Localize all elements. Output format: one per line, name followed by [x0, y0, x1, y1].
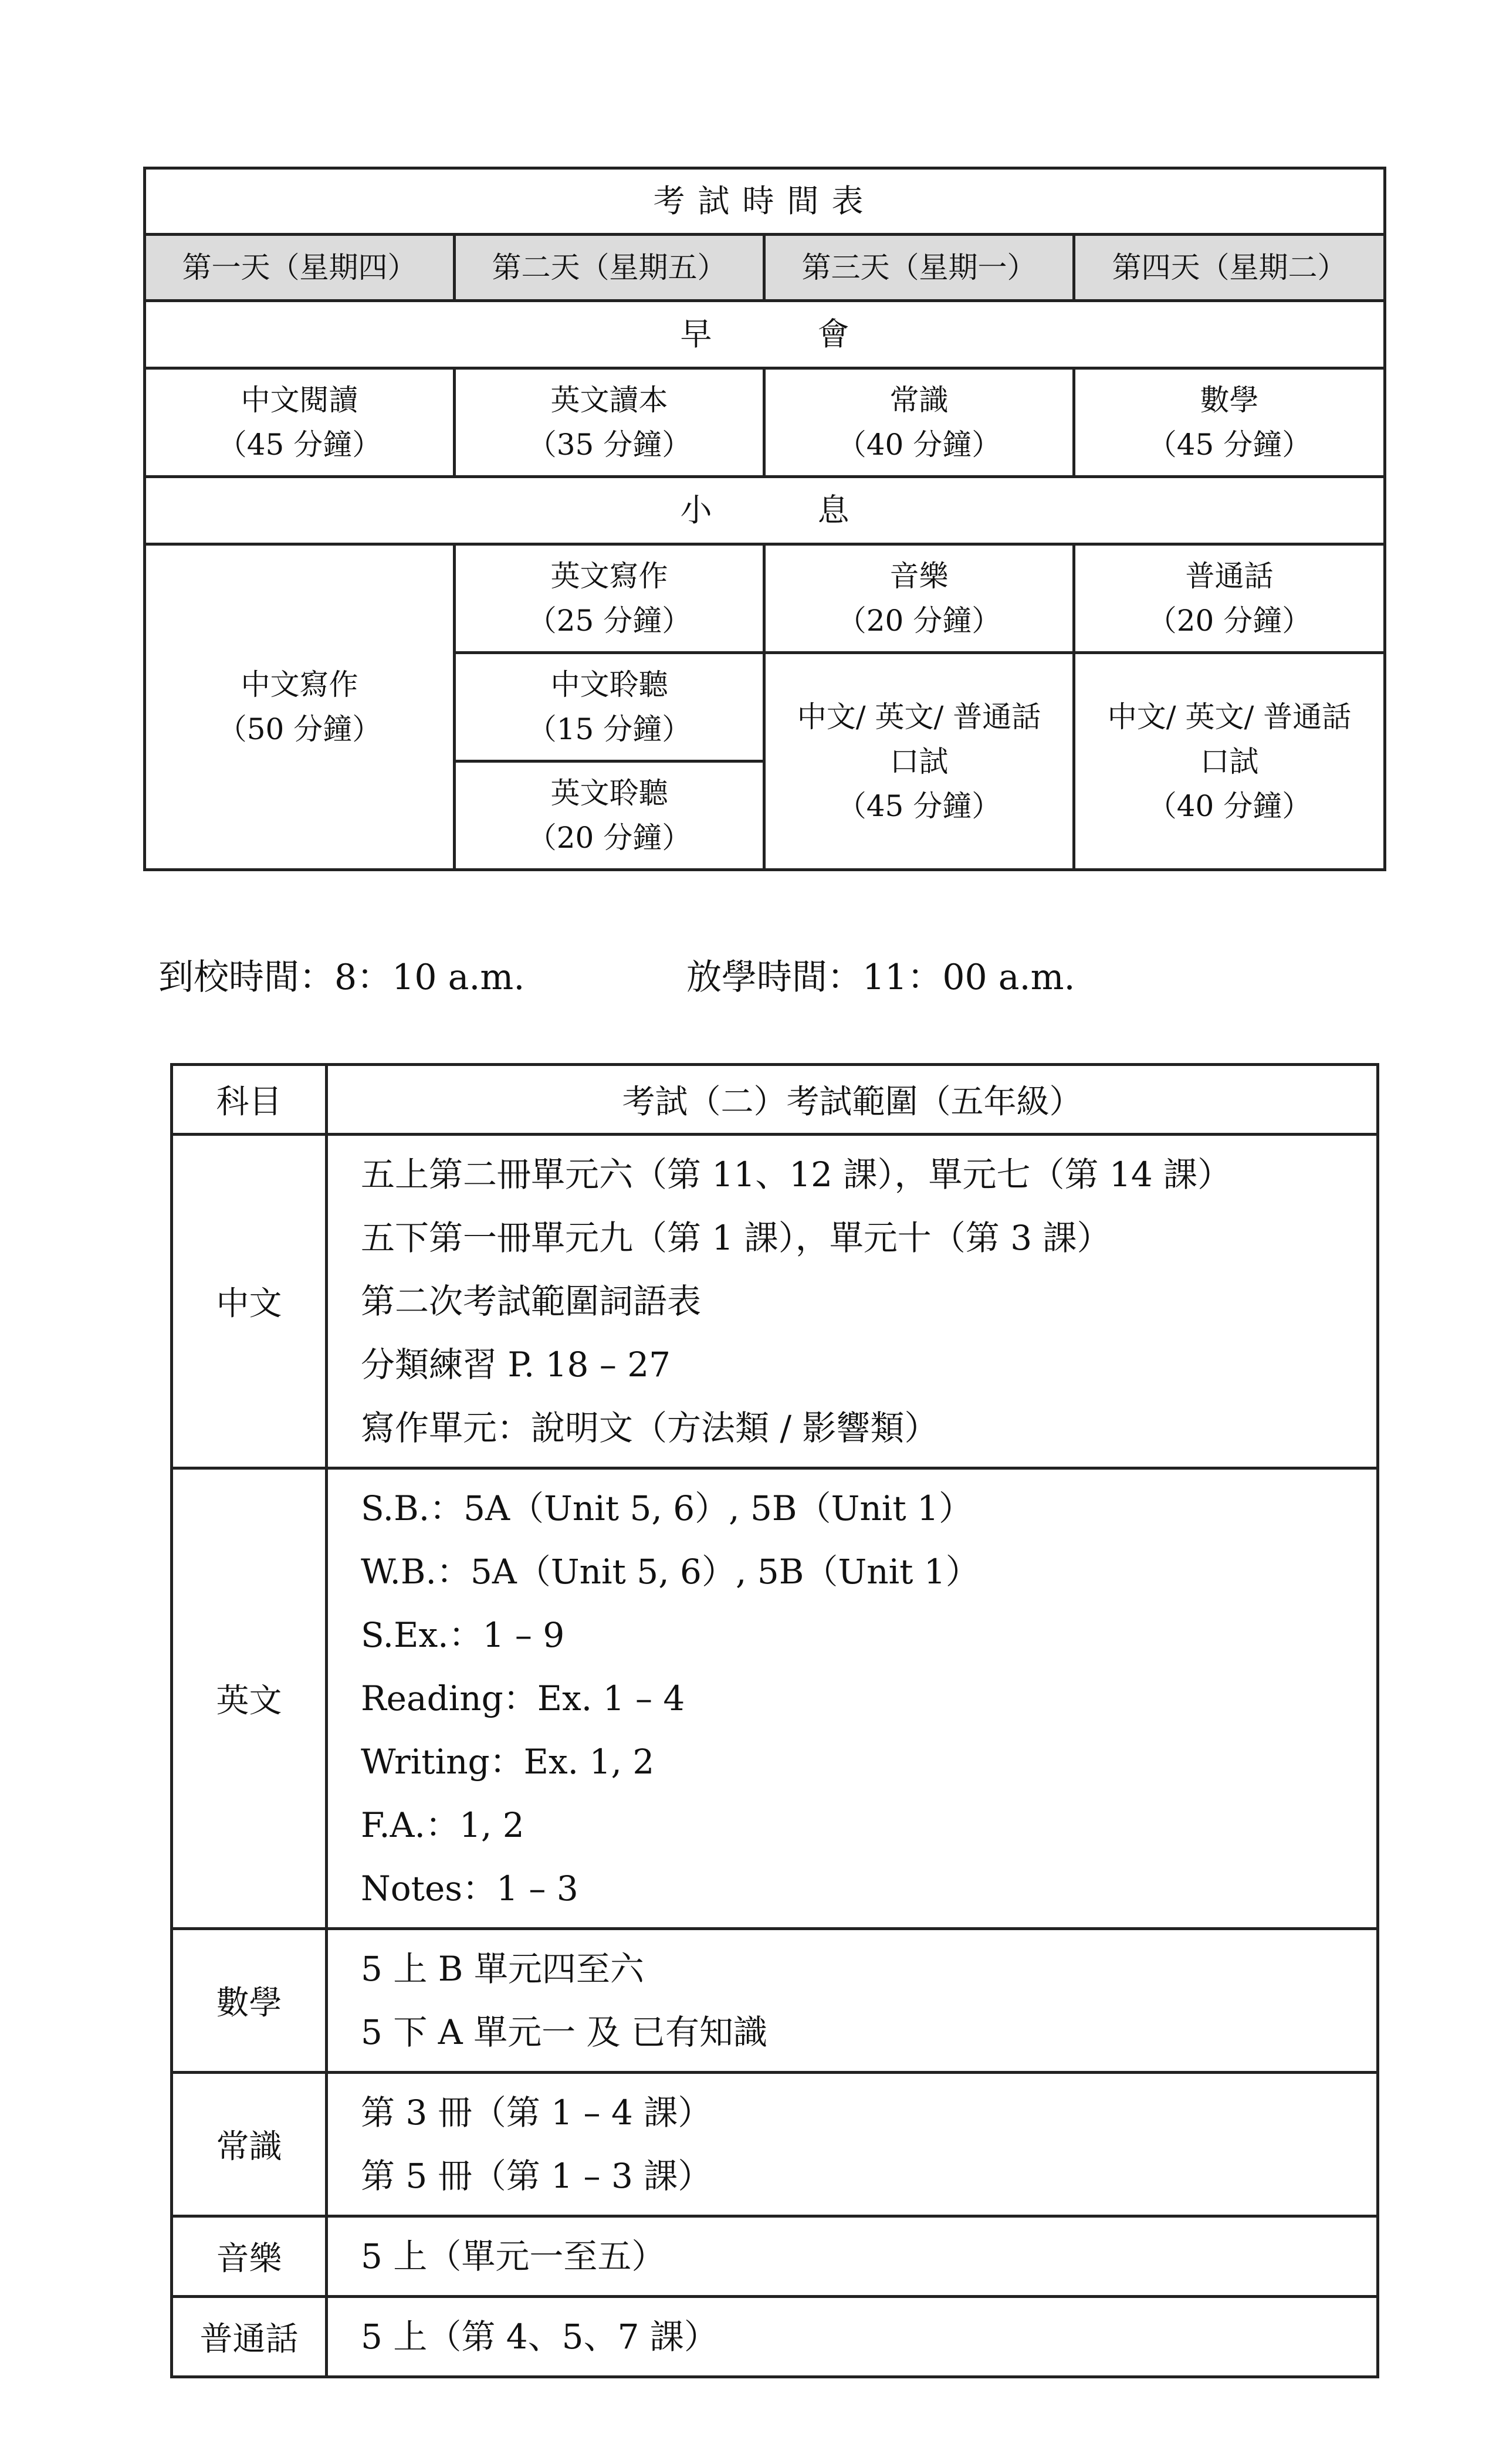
- scope-line: F.A.：1, 2: [361, 1805, 524, 1845]
- day-4-header: 第四天（星期二）: [1074, 235, 1385, 301]
- day-2-header: 第二天（星期五）: [455, 235, 764, 301]
- scope-line: 五上第二冊單元六（第 11、12 課），單元七（第 14 課）: [361, 1155, 1232, 1194]
- day-3-header: 第三天（星期一）: [764, 235, 1074, 301]
- day1-session2-cell: [145, 544, 455, 870]
- exam-subject: 常識: [889, 383, 949, 417]
- day3-session1-cell: [764, 368, 1074, 477]
- exam-subject: 中文寫作: [241, 668, 358, 702]
- table-row: [172, 2216, 1378, 2297]
- scope-line: 五下第一冊單元九（第 1 課），單元十（第 3 課）: [361, 1218, 1111, 1258]
- scope-line: 第 3 冊（第 1 – 4 課）: [361, 2093, 712, 2133]
- scope-line: 5 上（第 4、5、7 課）: [361, 2317, 718, 2357]
- scope-line: 第二次考試範圍詞語表: [361, 1281, 702, 1321]
- dismissal-time: 放學時間：11：00 a.m.: [686, 957, 1075, 998]
- exam-subject-suffix: 口試: [1200, 744, 1259, 779]
- exam-duration: （40 分鐘）: [837, 428, 1001, 462]
- subject-putonghua: 普通話: [172, 2297, 327, 2377]
- scope-chinese: [327, 1135, 1378, 1468]
- exam-duration: （20 分鐘）: [837, 604, 1001, 638]
- day3-session2-cell: [764, 544, 1074, 653]
- scope-line: 5 下 A 單元一 及 已有知識: [361, 2012, 767, 2052]
- table-row: [172, 2297, 1378, 2377]
- exam-subject: 數學: [1200, 383, 1259, 417]
- day3-oral-exam-cell: [764, 653, 1074, 870]
- exam-subject: 英文聆聽: [550, 776, 668, 810]
- exam-duration: （20 分鐘）: [1147, 604, 1312, 638]
- subject-math: 數學: [172, 1929, 327, 2073]
- exam-subject: 普通話: [1185, 559, 1274, 593]
- morning-assembly-row: [145, 301, 1385, 368]
- subject-chinese: 中文: [172, 1135, 327, 1468]
- scope-line: 寫作單元：說明文（方法類 / 影響類）: [361, 1408, 939, 1448]
- scope-math: [327, 1929, 1378, 2073]
- exam-duration: （45 分鐘）: [217, 428, 382, 462]
- exam-subject: 中文/ 英文/ 普通話: [797, 699, 1041, 734]
- arrival-time: 到校時間：8：10 a.m.: [158, 957, 525, 998]
- scope-music: [327, 2216, 1378, 2297]
- exam-subject-suffix: 口試: [889, 744, 949, 779]
- subject-english: 英文: [172, 1468, 327, 1929]
- table-row: [172, 1135, 1378, 1468]
- exam-subject: 中文/ 英文/ 普通話: [1107, 699, 1352, 734]
- scope-line: 分類練習 P. 18 – 27: [361, 1345, 671, 1385]
- header-scope: 考試（二）考試範圍（五年級）: [327, 1065, 1378, 1135]
- exam-duration: （35 分鐘）: [527, 428, 692, 462]
- subject-general-studies: 常識: [172, 2073, 327, 2216]
- scope-line: Writing：Ex. 1, 2: [361, 1742, 655, 1782]
- subject-music: 音樂: [172, 2216, 327, 2297]
- recess-label: 小息: [680, 492, 955, 529]
- scope-line: Reading：Ex. 1 – 4: [361, 1678, 685, 1718]
- exam-duration: （25 分鐘）: [527, 604, 692, 638]
- exam-duration: （40 分鐘）: [1147, 788, 1312, 823]
- day2-session3-cell: [455, 653, 764, 761]
- exam-subject: 英文寫作: [550, 559, 668, 593]
- scope-line: 5 上（單元一至五）: [361, 2236, 666, 2276]
- exam-subject: 中文聆聽: [550, 668, 668, 702]
- exam-schedule-table: [143, 167, 1386, 871]
- day4-oral-exam-cell: [1074, 653, 1385, 870]
- header-subject: 科目: [172, 1065, 327, 1135]
- day-1-header: 第一天（星期四）: [145, 235, 455, 301]
- morning-assembly-label: 早會: [680, 316, 955, 353]
- scope-line: S.Ex.：1 – 9: [361, 1615, 565, 1655]
- day4-session1-cell: [1074, 368, 1385, 477]
- day4-session2-cell: [1074, 544, 1385, 653]
- scope-english: [327, 1468, 1378, 1929]
- scope-line: Notes：1 – 3: [361, 1869, 578, 1908]
- table-row: [172, 2073, 1378, 2216]
- exam-subject: 英文讀本: [550, 383, 668, 417]
- day2-session1-cell: [455, 368, 764, 477]
- exam-duration: （45 分鐘）: [1147, 428, 1312, 462]
- table-row: [172, 1929, 1378, 2073]
- exam-duration: （50 分鐘）: [217, 712, 382, 746]
- exam-duration: （20 分鐘）: [527, 821, 692, 855]
- recess-row: [145, 477, 1385, 544]
- schedule-title: 考試時間表: [145, 168, 1385, 235]
- exam-duration: （45 分鐘）: [837, 788, 1001, 823]
- day1-session1-cell: [145, 368, 455, 477]
- scope-line: S.B.：5A（Unit 5, 6）, 5B（Unit 1）: [361, 1488, 973, 1528]
- scope-line: W.B.：5A（Unit 5, 6）, 5B（Unit 1）: [361, 1552, 980, 1592]
- table-row: [172, 1468, 1378, 1929]
- scope-putonghua: [327, 2297, 1378, 2377]
- scope-line: 第 5 冊（第 1 – 3 課）: [361, 2156, 712, 2196]
- exam-subject: 音樂: [889, 559, 949, 593]
- day2-session4-cell: [455, 761, 764, 870]
- scope-line: 5 上 B 單元四至六: [361, 1949, 644, 1989]
- exam-duration: （15 分鐘）: [527, 712, 692, 746]
- scope-general-studies: [327, 2073, 1378, 2216]
- day2-session2-cell: [455, 544, 764, 653]
- exam-syllabus-table: [170, 1063, 1379, 2378]
- exam-subject: 中文閱讀: [241, 383, 358, 417]
